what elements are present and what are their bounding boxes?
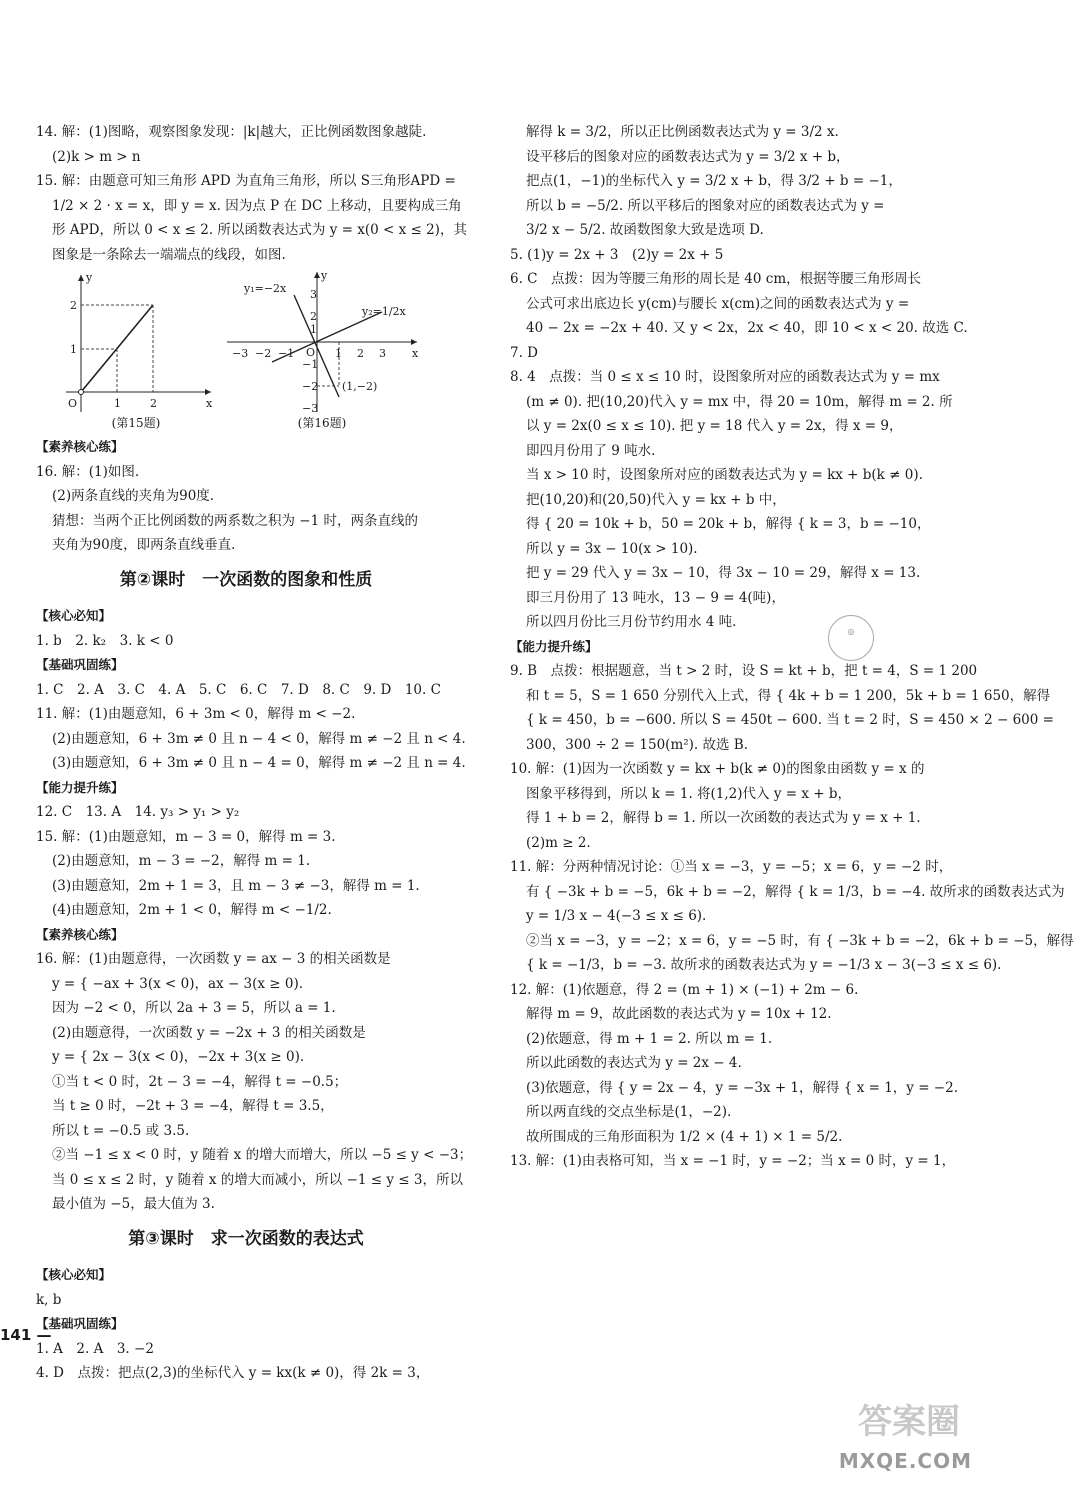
text-line: 所以此函数的表达式为 y = 2x − 4.: [526, 1055, 742, 1071]
text-line: 16. 解：(1)如图.: [36, 463, 140, 480]
svg-text:y: y: [321, 269, 328, 282]
text-line: 所以两直线的交点坐标是(1，−2).: [526, 1104, 732, 1120]
svg-text:2: 2: [70, 299, 77, 312]
text-line: 形 APD，所以 0 < x ≤ 2. 所以函数表达式为 y = x(0 < x ≤ 2)，其: [52, 222, 467, 238]
stamp-icon: ◎: [828, 615, 874, 661]
figures-row: [36, 267, 456, 435]
figure-16-graph: [222, 267, 422, 417]
svg-text:x: x: [412, 347, 419, 360]
text-line: 公式可求出底边长 y(cm)与腰长 x(cm)之间的函数表达式为 y =: [526, 295, 910, 312]
text-line: 3/2 x − 5/2. 故函数图象大致是选项 D.: [526, 222, 764, 238]
text-line: 10. 解：(1)因为一次函数 y = kx + b(k ≠ 0)的图象由函数 y = x 的: [510, 761, 925, 777]
text-line: 1. A 2. A 3. −2: [36, 1340, 154, 1357]
svg-text:−1: −1: [278, 347, 295, 360]
text-line: (3)依题意，得 { y = 2x − 4，y = −3x + 1，解得 { x = 1，y = −2.: [526, 1079, 958, 1096]
text-line: 当 t ≥ 0 时，−2t + 3 = −4，解得 t = 3.5，: [52, 1098, 334, 1114]
text-line: 1/2 × 2 · x = x，即 y = x. 因为点 P 在 DC 上移动，且要构成三角: [52, 197, 462, 214]
figure-15: [56, 267, 216, 435]
text-line: 13. 解：(1)由表格可知，当 x = −1 时，y = −2；当 x = 0 时，y = 1，: [510, 1153, 956, 1169]
text-line: 1. b 2. k₂ 3. k < 0: [36, 632, 174, 649]
section-heading: 【素养核心练】: [36, 926, 124, 942]
text-line: k, b: [36, 1291, 62, 1308]
text-line: 所以 y = 3x − 10(x > 10).: [526, 540, 698, 557]
left-top-block: [36, 120, 467, 267]
fig16-y1-label: y₁=−2x: [244, 282, 287, 295]
section-heading: 【素养核心练】: [36, 439, 124, 454]
text-line: 把点(1，−1)的坐标代入 y = 3/2 x + b，得 3/2 + b = −1，: [526, 173, 902, 189]
text-line: 15. 解：由题意可知三角形 APD 为直角三角形，所以 S三角形APD =: [36, 173, 456, 189]
svg-text:1: 1: [310, 323, 317, 336]
text-line: 故所围成的三角形面积为 1/2 × (4 + 1) × 1 = 5/2.: [526, 1128, 843, 1145]
section-heading: 【能力提升练】: [36, 779, 124, 795]
text-line: 有 { −3k + b = −5，6k + b = −2，解得 { k = 1/3，b = −4. 故所求的函数表达式为: [526, 883, 1065, 900]
section-heading: 【能力提升练】: [510, 638, 598, 654]
text-line: (2)k > m > n: [52, 148, 141, 165]
svg-text:3: 3: [379, 347, 386, 360]
text-line: 最小值为 −5，最大值为 3.: [52, 1196, 215, 1212]
text-line: 解得 k = 3/2，所以正比例函数表达式为 y = 3/2 x.: [526, 124, 839, 140]
text-line: 8. 4 点拨：当 0 ≤ x ≤ 10 时，设图象所对应的函数表达式为 y = mx: [510, 369, 940, 385]
figure-16-caption: (第16题): [297, 415, 347, 430]
lesson-3-title: 第③课时 求一次函数的表达式: [128, 1228, 364, 1249]
svg-text:−2: −2: [255, 347, 272, 360]
text-line: 4. D 点拨：把点(2,3)的坐标代入 y = kx(k ≠ 0)，得 2k = 3，: [36, 1365, 430, 1381]
text-line: 图象是一条除去一端端点的线段，如图.: [52, 246, 286, 263]
text-line: 猜想：当两个正比例函数的两系数之积为 −1 时，两条直线的: [52, 512, 418, 529]
section-heading: 【基础巩固练】: [36, 1316, 124, 1331]
svg-text:−1: −1: [302, 358, 319, 371]
figure-15-caption: (第15题): [111, 415, 161, 430]
text-line: 当 x > 10 时，设图象所对应的函数表达式为 y = kx + b(k ≠ 0).: [526, 467, 923, 483]
text-line: { k = −1/3，b = −3. 故所求的函数表达式为 y = −1/3 x − 3(−3 ≤ x ≤ 6).: [526, 957, 1002, 973]
watermark: MXQE.COM: [838, 1449, 972, 1473]
text-line: 1. C 2. A 3. C 4. A 5. C 6. C 7. D 8. C 9. D 10. C: [36, 681, 441, 698]
text-line: 当 0 ≤ x ≤ 2 时，y 随着 x 的增大而减小，所以 −1 ≤ y ≤ 3，所以: [52, 1171, 463, 1188]
text-line: 得 1 + b = 2，解得 b = 1. 所以一次函数的表达式为 y = x + 1.: [526, 810, 921, 826]
svg-text:y: y: [86, 271, 93, 284]
left-column: [36, 120, 473, 1386]
text-line: 40 − 2x = −2x + 40. 又 y < 2x，2x < 40，即 10 < x < 20. 故选 C.: [526, 320, 968, 336]
section-heading: 【基础巩固练】: [36, 657, 124, 672]
text-line: 设平移后的图象对应的函数表达式为 y = 3/2 x + b，: [526, 148, 850, 165]
text-line: 16. 解：(1)由题意得，一次函数 y = ax − 3 的相关函数是: [36, 951, 391, 967]
text-line: 把 y = 29 代入 y = 3x − 10，得 3x − 10 = 29，解得 x = 13.: [526, 565, 921, 581]
svg-text:2: 2: [150, 397, 157, 410]
text-line: 得 { 20 = 10k + b，50 = 20k + b，解得 { k = 3，b = −10，: [526, 516, 931, 532]
text-line: 所以 t = −0.5 或 3.5.: [52, 1122, 190, 1139]
text-line: 即三月份用了 13 吨水，13 − 9 = 4(吨)，: [526, 589, 785, 606]
text-line: 所以 b = −5/2. 所以平移后的图象对应的函数表达式为 y =: [526, 197, 885, 214]
svg-text:1: 1: [70, 343, 77, 356]
lesson-3-block: [36, 1263, 456, 1386]
figure-15-graph: [56, 267, 216, 417]
svg-text:−3: −3: [302, 402, 319, 415]
svg-text:O: O: [306, 346, 316, 359]
text-line: (2)由题意知，m − 3 = −2，解得 m = 1.: [52, 853, 311, 869]
fig16-y2-label: y₂=1/2x: [362, 305, 406, 318]
text-line: (m ≠ 0). 把(10,20)代入 y = mx 中，得 20 = 10m，解得 m = 2. 所: [526, 393, 953, 410]
text-line: 因为 −2 < 0，所以 2a + 3 = 5，所以 a = 1.: [52, 1000, 336, 1016]
left-mid-block: [36, 435, 456, 558]
text-line: (2)两条直线的夹角为90度.: [52, 488, 215, 504]
text-line: 解得 m = 9，故此函数的表达式为 y = 10x + 12.: [526, 1006, 832, 1022]
text-line: 即四月份用了 9 吨水.: [526, 442, 656, 459]
text-line: 12. 解：(1)依题意，得 2 = (m + 1) × (−1) + 2m − 6.: [510, 981, 859, 998]
svg-text:O: O: [68, 397, 78, 410]
page-number: 141 —: [0, 1326, 52, 1344]
text-line: 6. C 点拨：因为等腰三角形的周长是 40 cm，根据等腰三角形周长: [510, 271, 922, 287]
text-line: y = 1/3 x − 4(−3 ≤ x ≤ 6).: [526, 908, 707, 924]
text-line: 5. (1)y = 2x + 3 (2)y = 2x + 5: [510, 246, 724, 263]
svg-text:3: 3: [310, 288, 317, 301]
text-line: ②当 x = −3，y = −2；x = 6，y = −5 时，有 { −3k + b = −2，6k + b = −5，解得: [526, 932, 1074, 949]
text-line: 11. 解：(1)由题意知，6 + 3m < 0，解得 m < −2.: [36, 706, 356, 722]
watermark-cn: 答案圈: [858, 1402, 960, 1442]
text-line: ①当 t < 0 时，2t − 3 = −4，解得 t = −0.5；: [52, 1073, 348, 1090]
text-line: ②当 −1 ≤ x < 0 时，y 随着 x 的增大而增大，所以 −5 ≤ y < −3；: [52, 1147, 473, 1163]
svg-text:x: x: [206, 397, 213, 410]
svg-text:2: 2: [310, 310, 317, 323]
text-line: (2)由题意知，6 + 3m ≠ 0 且 n − 4 < 0，解得 m ≠ −2 且 n < 4.: [52, 730, 466, 747]
text-line: 12. C 13. A 14. y₃ > y₁ > y₂: [36, 804, 240, 820]
text-line: y = { 2x − 3(x < 0)，−2x + 3(x ≥ 0).: [52, 1049, 305, 1065]
text-line: (2)由题意得，一次函数 y = −2x + 3 的相关函数是: [52, 1024, 366, 1041]
svg-text:−2: −2: [302, 380, 319, 393]
lesson-2-block: [36, 604, 473, 1217]
text-line: 15. 解：(1)由题意知，m − 3 = 0，解得 m = 3.: [36, 828, 336, 845]
text-line: (3)由题意知，2m + 1 = 3，且 m − 3 ≠ −3，解得 m = 1.: [52, 877, 420, 894]
section-heading: 【核心必知】: [36, 1267, 112, 1282]
text-line: 和 t = 5，S = 1 650 分别代入上式，得 { 4k + b = 1 200，5k + b = 1 650，解得: [526, 687, 1051, 704]
text-line: 7. D: [510, 344, 538, 361]
svg-text:2: 2: [357, 347, 364, 360]
text-line: 14. 解：(1)图略，观察图象发现：|k|越大，正比例函数图象越陡.: [36, 124, 427, 140]
text-line: 把(10,20)和(20,50)代入 y = kx + b 中，: [526, 491, 786, 508]
svg-text:1: 1: [335, 347, 342, 360]
text-line: (2)依题意，得 m + 1 = 2. 所以 m = 1.: [526, 1030, 773, 1047]
lesson-2-title: 第②课时 一次函数的图象和性质: [119, 569, 373, 590]
text-line: 以 y = 2x(0 ≤ x ≤ 10). 把 y = 18 代入 y = 2x，得 x = 9，: [526, 418, 903, 434]
text-line: 11. 解：分两种情况讨论：①当 x = −3，y = −5；x = 6，y = −2 时，: [510, 859, 953, 875]
fig16-point-label: (1,−2): [342, 380, 378, 393]
text-line: (4)由题意知，2m + 1 < 0，解得 m < −1/2.: [52, 902, 332, 918]
text-line: 图象平移得到，所以 k = 1. 将(1,2)代入 y = x + b，: [526, 785, 852, 802]
section-heading: 【核心必知】: [36, 608, 112, 623]
svg-text:−3: −3: [232, 347, 249, 360]
text-line: 夹角为90度，即两条直线垂直.: [52, 537, 236, 553]
text-line: (3)由题意知，6 + 3m ≠ 0 且 n − 4 = 0，解得 m ≠ −2 且 n = 4.: [52, 755, 466, 771]
figure-16: [222, 267, 422, 435]
text-line: y = { −ax + 3(x < 0)，ax − 3(x ≥ 0).: [52, 975, 304, 992]
text-line: 9. B 点拨：根据题意，当 t > 2 时，设 S = kt + b，把 t = 4，S = 1 200: [510, 663, 978, 679]
text-line: 300，300 ÷ 2 = 150(m²). 故选 B.: [526, 736, 749, 753]
text-line: (2)m ≥ 2.: [526, 834, 591, 851]
svg-text:1: 1: [114, 397, 121, 410]
text-line: { k = 450，b = −600. 所以 S = 450t − 600. 当 t = 2 时，S = 450 × 2 − 600 =: [526, 712, 1054, 728]
text-line: 所以四月份比三月份节约用水 4 吨.: [526, 614, 737, 630]
